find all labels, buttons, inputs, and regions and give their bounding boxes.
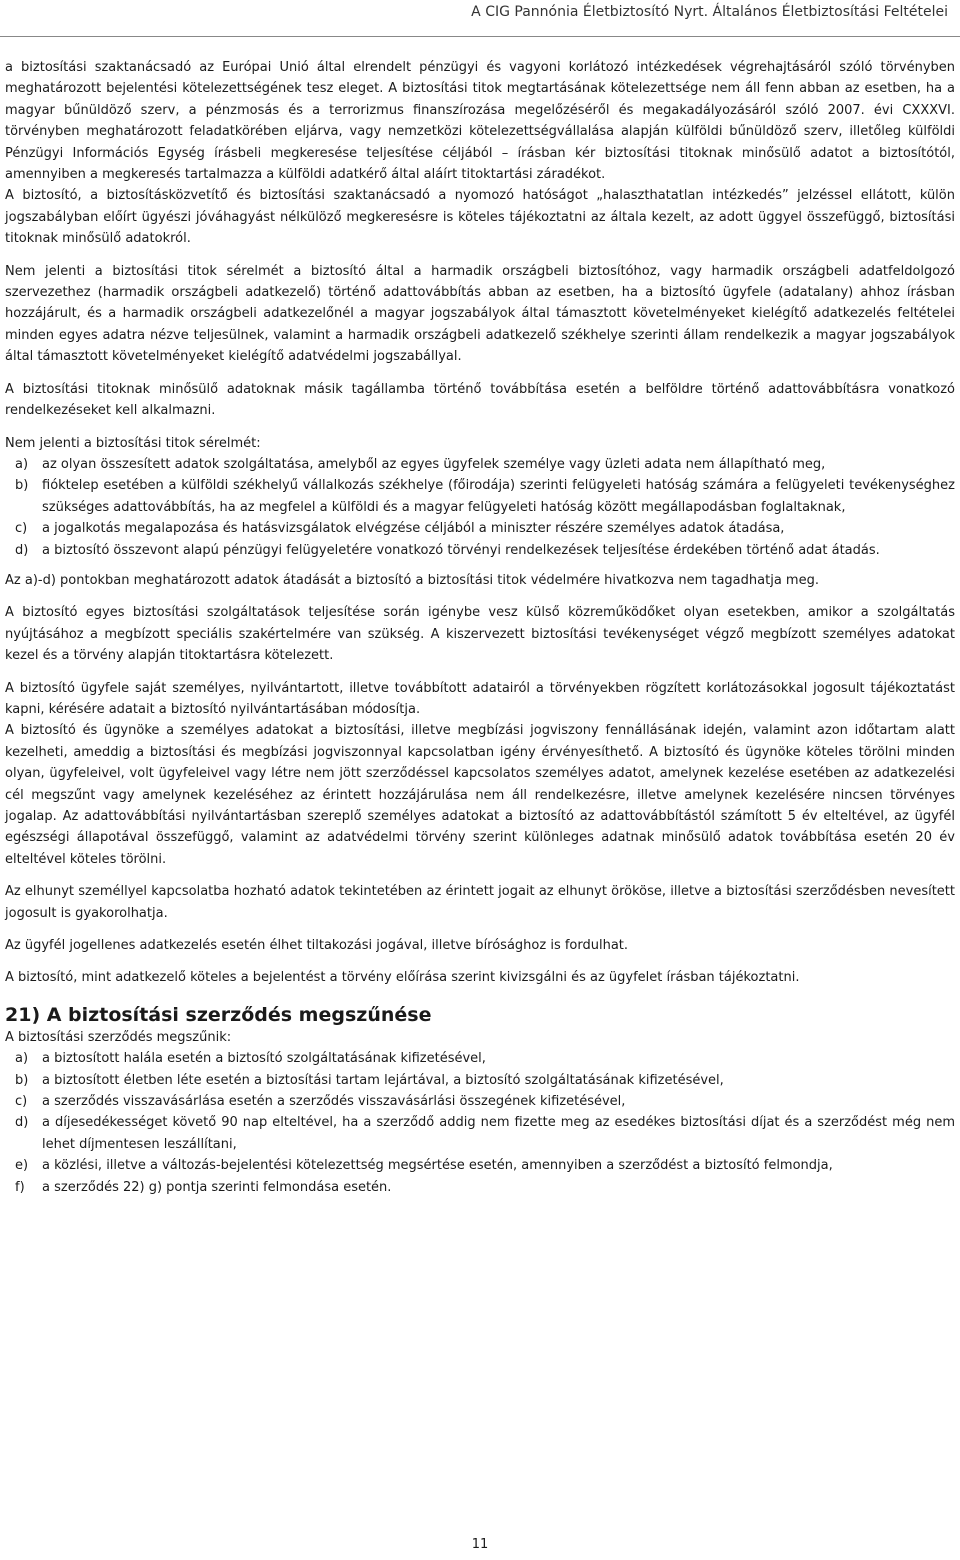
list-item [5,1112,955,1155]
paragraph: A biztosító, a biztosításközvetítő és biztosítási szaktanácsadó a nyomozó hatóságot „halaszthatatlan intézkedés” jelzéssel ellátott, külön jogszabályban előírt ügyészi jóváhagyást nélkülöző megkeresésre is köteles tájékoztatni az általa kezelt, az adott üggyel összefüggő, biztosítási titoknak minősülő adatokról. [5,188,955,247]
paragraph: A biztosító egyes biztosítási szolgáltatások teljesítése során igénybe vesz külső közreműködőket olyan esetekben, amikor a szolgáltatás nyújtásához a megbízott speciális szakértelmére van szükség. A kiszervezett biztosítási tevékenységet végző megbízott személyes adatokat kezel és a törvény alapján titoktartásra kötelezett. [5,605,955,664]
list-marker: b) [15,1072,29,1088]
list-item-text: a díjesedékességet követő 90 nap elteltével, ha a szerződő addig nem fizette meg az esedékes biztosítási díjat és a szerződést még nem lehet díjmentesen leszállítani, [42,1115,955,1152]
list-item [5,518,955,539]
paragraph: A biztosító és ügynöke a személyes adatokat a biztosítási, illetve megbízási jogviszony fennállásának idején, valamint azon időtartam alatt kezelheti, ameddig a biztosítási és megbízási jogviszonnyal kapcsolatban igény érvényesíthető. A biztosító és ügynöke köteles törölni minden olyan, ügyfeleivel, volt ügyfeleivel vagy létre nem jött szerződéssel kapcsolatos személyes adatot, amelynek kezelése esetében az adatkezelési cél megszűnt vagy amelynek kezeléséhez az érintett hozzájárulása nem áll rendelkezésre, illetve amelynek kezelésére nincsen törvényes jogalap. Az adattovábbítási nyilvántartásban szereplő személyes adatokat a biztosító az adattovábbítástól számított 5 év elteltével, az ügyfél egészségi állapotával összefüggő, valamint az adatvédelmi törvény szerint különleges adatnak minősülő adatok továbbítása esetén 20 év elteltével köteles törölni. [5,723,955,867]
page-number: 11 [471,1537,489,1552]
list-marker: c) [15,1094,28,1110]
paragraph: A biztosító, mint adatkezelő köteles a bejelentést a törvény előírása szerint kivizsgálni és az ügyfelet írásban tájékoztatni. [5,970,800,986]
document-body [5,57,955,1207]
section-intro: A biztosítási szerződés megszűnik: [5,1029,232,1045]
list-item-text: a szerződés visszavásárlása esetén a szerződés visszavásárlási összegének kifizetésével, [42,1094,626,1110]
list-item [5,475,955,518]
list-marker: c) [15,521,28,537]
list-marker: d) [15,542,29,558]
paragraph: Az ügyfél jogellenes adatkezelés esetén élhet tiltakozási jogával, illetve bírósághoz is fordulhat. [5,938,629,954]
header-divider [0,36,960,37]
list-item [5,1070,955,1091]
paragraph: Az a)-d) pontokban meghatározott adatok átadását a biztosító a biztosítási titok védelmére hivatkozva nem tagadhatja meg. [5,572,819,588]
list-item [5,454,955,475]
page-header-title: A CIG Pannónia Életbiztosító Nyrt. Általános Életbiztosítási Feltételei [471,4,948,20]
list-item-text: a biztosított életben léte esetén a biztosítási tartam lejártával, a biztosító szolgáltatásának kifizetésével, [42,1072,724,1088]
list-item [5,1048,955,1069]
list-marker: b) [15,478,29,494]
paragraph: Nem jelenti a biztosítási titok sérelmét: [5,435,261,451]
list-marker: f) [15,1179,25,1195]
paragraph: a biztosítási szaktanácsadó az Európai Unió által elrendelt pénzügyi és vagyoni korlátozó intézkedések végrehajtásáról szóló törvényben meghatározott bejelentési kötelezettségének tesz eleget. A biztosítási titok megtartásának kötelezettsége nem áll fenn abban az esetben, ha a magyar bűnüldöző szerv, a pénzmosás és a terrorizmus finanszírozása megelőzéséről és megakadályozásáról szóló 2007. évi CXXXVI. törvényben meghatározott feladatkörében eljárva, vagy nemzetközi kötelezettségvállalása alapján külföldi bűnüldöző szerv, illetőleg külföldi Pénzügyi Információs Egység írásbeli megkeresése teljesítése céljából – írásban kér biztosítási titoknak minősülő adatot a biztosítótól, amennyiben a megkeresés tartalmazza a külföldi adatkérő által aláírt titoktartási záradékot. [5,60,955,183]
list-marker: a) [15,1051,29,1067]
list-item-text: a közlési, illetve a változás-bejelentési kötelezettség megsértése esetén, amennyiben a szerződést a biztosító felmondja, [42,1158,833,1174]
list-item-text: a biztosító összevont alapú pénzügyi felügyeletére vonatkozó törvényi rendelkezések teljesítése érdekében történő adat átadás. [42,542,880,558]
list-item-text: a szerződés 22) g) pontja szerinti felmondása esetén. [42,1179,392,1195]
list-item [5,1177,955,1198]
list-item [5,1091,955,1112]
paragraph: Nem jelenti a biztosítási titok sérelmét a biztosító által a harmadik országbeli biztosítóhoz, vagy harmadik országbeli adatfeldolgozó szervezethez (harmadik országbeli adatkezelő) történő adattovábbítás abban az esetben, ha a biztosító ügyfele (adatalany) ahhoz írásban hozzájárult, és a harmadik országbeli adatkezelőnél a magyar jogszabályok által támasztott követelményeket kielégítő adatkezelés feltételei minden egyes adatra nézve teljesülnek, valamint a harmadik országbeli adatkezelő székhelye szerinti állam rendelkezik a magyar jogszabályok által támasztott követelményeket kielégítő adatvédelmi jogszabállyal. [5,263,955,365]
section-heading: 21) A biztosítási szerződés megszűnése [5,1003,432,1026]
paragraph: A biztosító ügyfele saját személyes, nyilvántartott, illetve továbbított adatairól a törvényekben rögzített korlátozásokkal jogosult tájékoztatást kapni, kérésére adatait a biztosító nyilvántartásában módosítja. [5,680,955,717]
list-item-text: az olyan összesített adatok szolgáltatása, amelyből az egyes ügyfelek személye vagy üzleti adata nem állapítható meg, [42,456,826,472]
list-item [5,540,955,561]
list-marker: e) [15,1158,29,1174]
list-item-text: fióktelep esetében a külföldi székhelyű vállalkozás székhelye (főirodája) szerinti felügyeleti hatóság számára a felügyeleti tevékenységhez szükséges adattovábbítás, ha az megfelel a külföldi és a magyar felügyeleti hatóság között megállapodásban foglaltaknak, [42,478,955,515]
termination-conditions-list [5,1048,955,1198]
list-marker: a) [15,456,29,472]
list-item-text: a biztosított halála esetén a biztosító szolgáltatásának kifizetésével, [42,1051,486,1067]
list-item [5,1155,955,1176]
list-item-text: a jogalkotás megalapozása és hatásvizsgálatok elvégzése céljából a miniszter részére személyes adatok átadása, [42,521,785,537]
paragraph: A biztosítási titoknak minősülő adatoknak másik tagállamba történő továbbítása esetén a belföldre történő adattovábbításra vonatkozó rendelkezéseket kell alkalmazni. [5,381,955,419]
confidentiality-exceptions-list [5,454,955,561]
list-marker: d) [15,1115,29,1131]
paragraph: Az elhunyt személlyel kapcsolatba hozható adatok tekintetében az érintett jogait az elhunyt örököse, illetve a biztosítási szerződésben nevesített jogosult is gyakorolhatja. [5,884,955,921]
